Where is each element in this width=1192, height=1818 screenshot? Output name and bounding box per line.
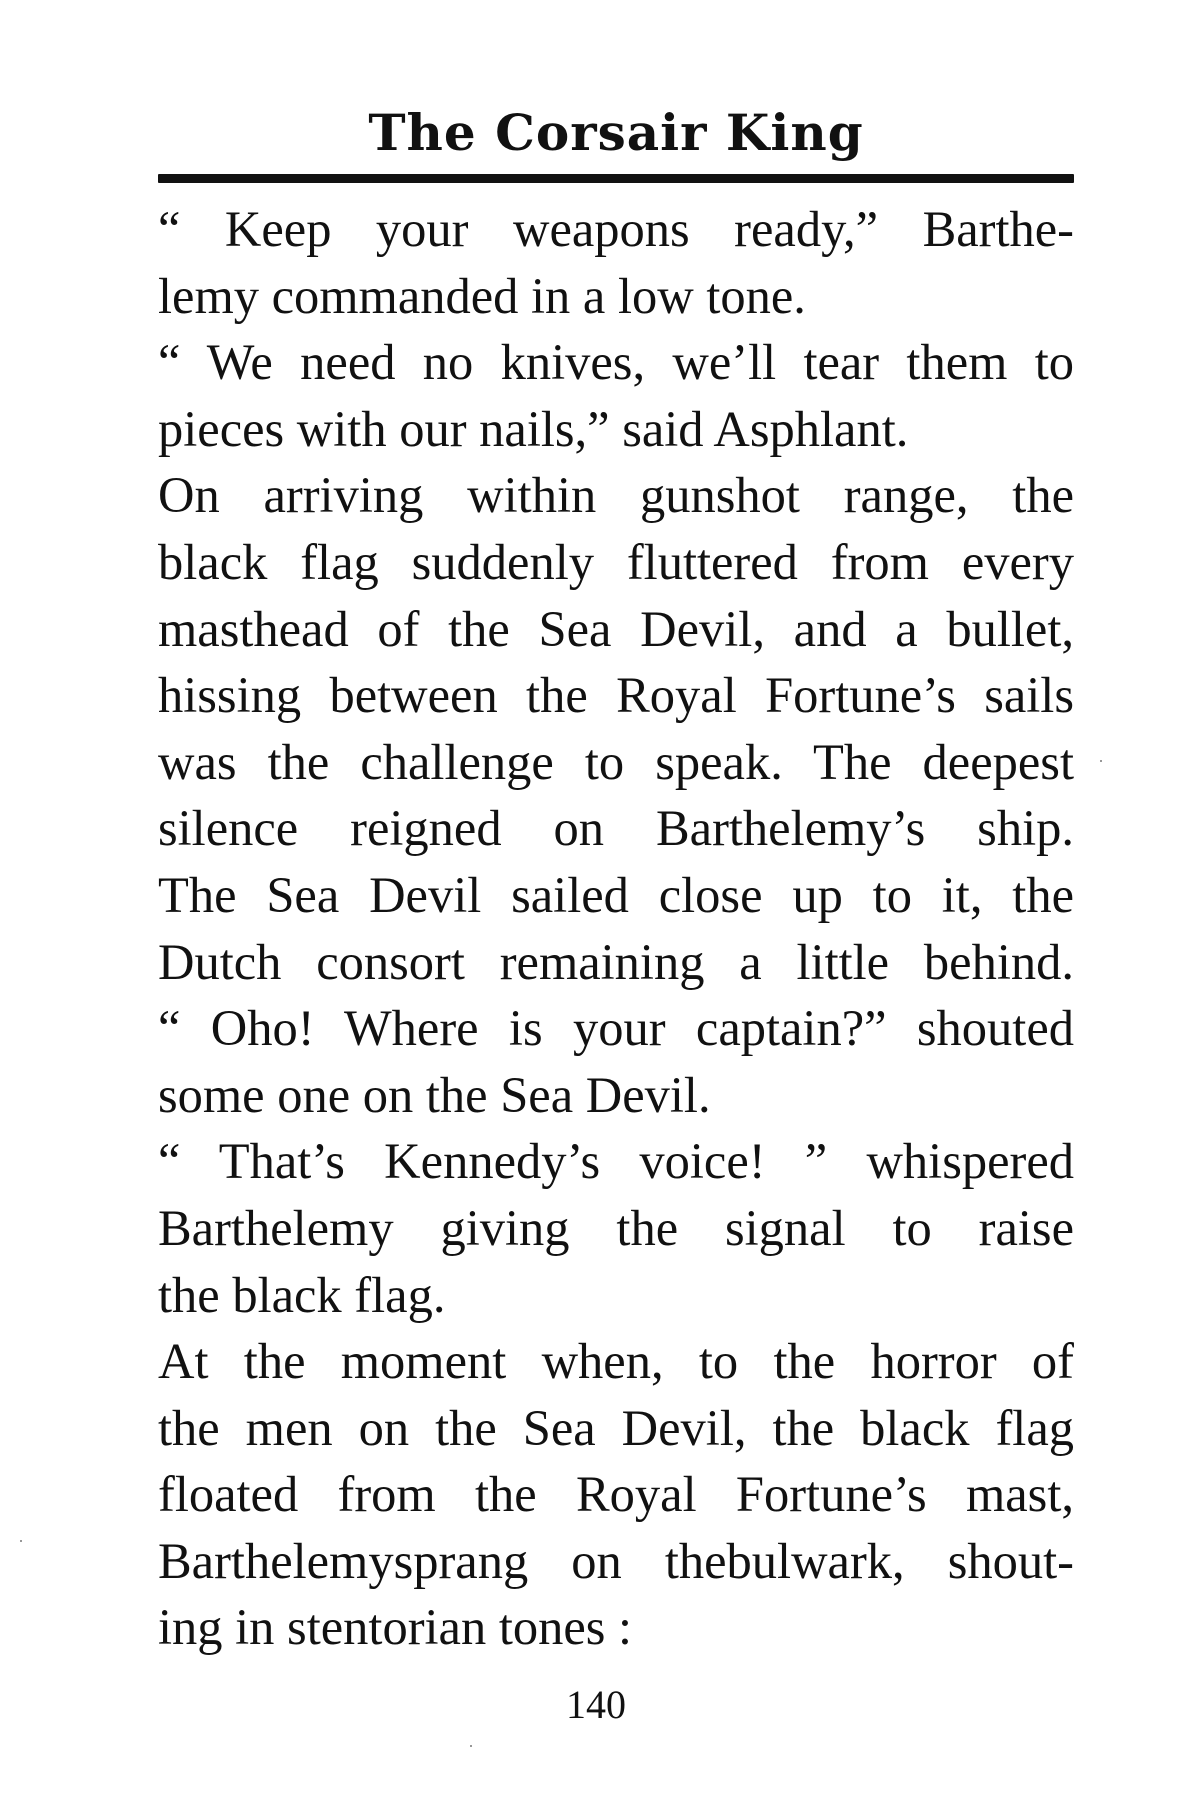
text-line-11: The Sea Devil sailed close up to it, the [158,866,1074,923]
text-line-8: hissing between the Royal Fortune’s sails [158,667,1074,724]
text-line-13: “ Oho! Where is your captain?” shouted [158,1000,1074,1057]
body-text [158,196,1074,1661]
text-line-1: “ Keep your weapons ready,” Barthe- [158,201,1074,257]
text-line-3: “ We need no knives, we’ll tear them to [158,334,1074,391]
header-rule [158,174,1074,183]
text-line-20: floated from the Royal Fortune’s mast, [158,1466,1074,1523]
text-line-7: masthead of the Sea Devil, and a bullet, [158,600,1074,657]
running-header: The Corsair King [368,103,864,162]
text-line-6: black flag suddenly fluttered from every [158,533,1074,590]
text-line-22: ing in stentorian tones : [158,1599,633,1656]
text-line-12: Dutch consort remaining a little behind. [158,933,1074,990]
paper-speck [470,1745,472,1747]
text-line-9: was the challenge to speak. The deepest [158,733,1074,790]
text-line-18: At the moment when, to the horror of [158,1333,1074,1390]
text-line-16: Barthelemy giving the signal to raise [158,1199,1074,1256]
paper-speck [1100,760,1102,762]
page-number: 140 [566,1682,626,1727]
text-line-15: “ That’s Kennedy’s voice! ” whispered [158,1133,1074,1190]
paper-speck [20,1540,22,1542]
text-line-14: some one on the Sea Devil. [158,1066,711,1123]
text-line-17: the black flag. [158,1266,446,1323]
text-line-19: the men on the Sea Devil, the black flag [158,1399,1074,1456]
text-line-4: pieces with our nails,” said Asphlant. [158,400,909,457]
text-line-5: On arriving within gunshot range, the [158,467,1074,524]
text-line-10: silence reigned on Barthelemy’s ship. [158,800,1074,857]
text-line-2: lemy commanded in a low tone. [158,267,806,324]
text-line-21: Barthelemysprang on thebulwark, shout- [158,1532,1074,1589]
